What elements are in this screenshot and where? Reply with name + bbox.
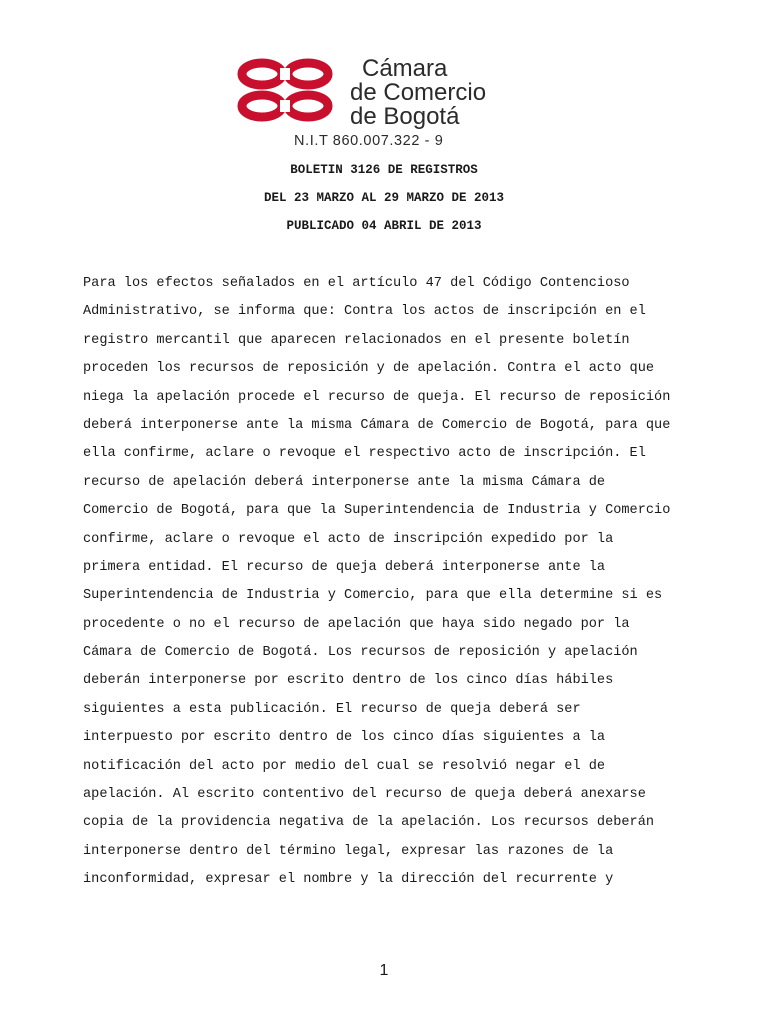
bulletin-date-range: DEL 23 MARZO AL 29 MARZO DE 2013 — [263, 191, 505, 205]
camara-comercio-logo — [236, 52, 536, 150]
paragraph-line: Comercio de Bogotá, para que la Superintendencia de Industria y Comercio — [83, 503, 671, 519]
logo-line-1: Cámara — [362, 55, 448, 82]
paragraph-line: siguientes a esta publicación. El recurso de queja deberá ser — [83, 701, 581, 717]
logo-line-2: de Comercio — [350, 79, 487, 106]
paragraph-line: interpuesto por escrito dentro de los cinco días siguientes a la — [83, 730, 606, 746]
paragraph-line: apelación. Al escrito contentivo del recurso de queja deberá anexarse — [83, 787, 646, 803]
paragraph-line: Para los efectos señalados en el artículo 47 del Código Contencioso — [83, 276, 630, 291]
paragraph-line: primera entidad. El recurso de queja deberá interponerse ante la — [83, 559, 606, 575]
paragraph-line: Superintendencia de Industria y Comercio, para que ella determine si es — [83, 588, 663, 604]
paragraph-line: proceden los recursos de reposición y de apelación. Contra el acto que — [83, 361, 655, 377]
logo-line-3: de Bogotá — [350, 103, 460, 130]
bulletin-publication-date: PUBLICADO 04 ABRIL DE 2013 — [286, 219, 482, 233]
paragraph-line: interponerse dentro del término legal, expresar las razones de la — [83, 843, 614, 859]
paragraph-line: copia de la providencia negativa de la apelación. Los recursos deberán — [83, 815, 655, 831]
paragraph-line: ella confirme, aclare o revoque el respectivo acto de inscripción. El — [83, 446, 646, 462]
nit-number: N.I.T 860.007.322 - 9 — [294, 133, 444, 149]
paragraph-line: deberán interponerse por escrito dentro de los cinco días hábiles — [83, 673, 614, 689]
paragraph-line: registro mercantil que aparecen relacionados en el presente boletín — [83, 332, 630, 348]
page-number: 1 — [379, 962, 389, 979]
paragraph-line: Administrativo, se informa que: Contra los actos de inscripción en el — [83, 304, 646, 320]
paragraph-line: recurso de apelación deberá interponerse ante la misma Cámara de — [83, 474, 606, 490]
paragraph-line: notificación del acto por medio del cual se resolvió negar el de — [83, 758, 606, 774]
paragraph-line: confirme, aclare o revoque el acto de inscripción expedido por la — [83, 531, 614, 547]
bulletin-title: BOLETIN 3126 DE REGISTROS — [290, 163, 478, 177]
logo-graphic — [236, 52, 536, 150]
legal-notice-paragraph — [83, 270, 703, 895]
paragraph-line: Cámara de Comercio de Bogotá. Los recursos de reposición y apelación — [83, 645, 638, 661]
paragraph-line: niega la apelación procede el recurso de queja. El recurso de reposición — [83, 389, 671, 405]
paragraph-line: procedente o no el recurso de apelación que haya sido negado por la — [83, 616, 630, 632]
paragraph-line: deberá interponerse ante la misma Cámara de Comercio de Bogotá, para que — [83, 417, 671, 433]
paragraph-line: inconformidad, expresar el nombre y la dirección del recurrente y — [83, 872, 614, 888]
